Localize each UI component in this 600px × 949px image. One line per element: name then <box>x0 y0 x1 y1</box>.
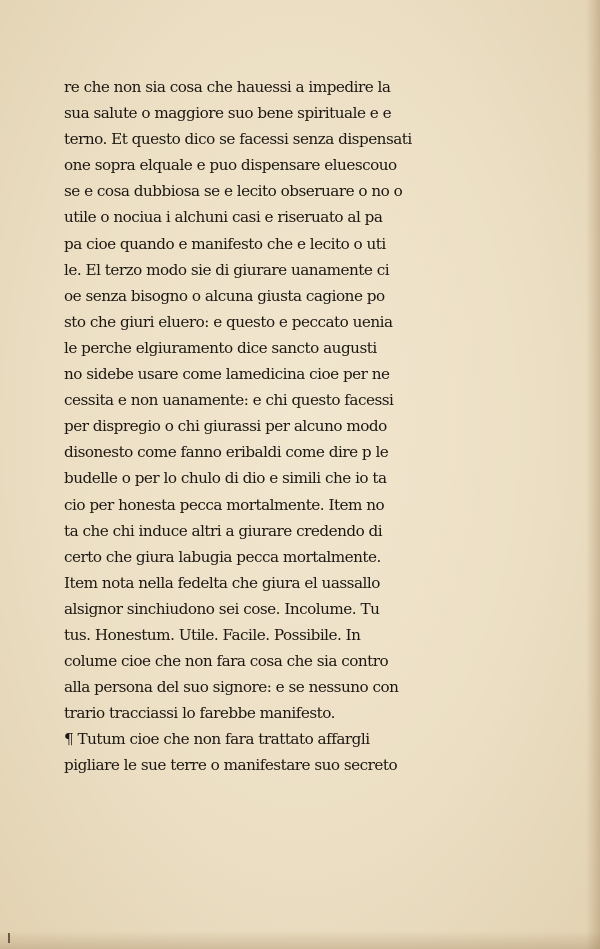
text-line: alsignor sinchiudono sei cose. Incolume. Tu <box>64 599 380 618</box>
text-line: alla persona del suo signore: e se nessuno con <box>64 678 399 697</box>
text-line: terno. Et questo dico se facessi senza dispensati <box>64 130 412 149</box>
margin-mark <box>8 933 10 943</box>
text-line: one sopra elquale e puo dispensare eluescouo <box>64 156 397 175</box>
text-line: oe senza bisogno o alcuna giusta cagione po <box>64 286 385 305</box>
text-line: pa cioe quando e manifesto che e lecito o uti <box>64 234 386 253</box>
text-block <box>64 74 494 779</box>
page-bottom-shadow <box>0 931 600 949</box>
text-line: se e cosa dubbiosa se e lecito obseruare o no o <box>64 182 403 201</box>
text-line: sto che giuri eluero: e questo e peccato uenia <box>64 312 393 331</box>
text-line: ¶ Tutum cioe che non fara trattato affargli <box>64 730 370 749</box>
page-edge-shadow <box>586 0 600 949</box>
text-line: ta che chi induce altri a giurare credendo di <box>64 521 383 540</box>
text-line: budelle o per lo chulo di dio e simili che io ta <box>64 469 387 488</box>
text-line: certo che giura labugia pecca mortalmente. <box>64 547 381 566</box>
text-line: trario tracciassi lo farebbe manifesto. <box>64 704 335 723</box>
text-line: Item nota nella fedelta che giura el uassallo <box>64 573 380 592</box>
text-line: per dispregio o chi giurassi per alcuno modo <box>64 417 387 436</box>
text-line: cio per honesta pecca mortalmente. Item no <box>64 495 385 514</box>
text-line: utile o nociua i alchuni casi e riseruato al pa <box>64 208 383 227</box>
text-line: le. El terzo modo sie di giurare uanamente ci <box>64 260 390 279</box>
text-line: re che non sia cosa che hauessi a impedire la <box>64 78 391 96</box>
text-line: cessita e non uanamente: e chi questo facessi <box>64 391 394 410</box>
text-line: no sidebe usare come lamedicina cioe per ne <box>64 365 390 384</box>
text-line: sua salute o maggiore suo bene spirituale e e <box>64 104 392 123</box>
text-line: tus. Honestum. Utile. Facile. Possibile. In <box>64 625 361 644</box>
text-line: pigliare le sue terre o manifestare suo secreto <box>64 756 398 775</box>
text-line: disonesto come fanno eribaldi come dire p le <box>64 443 389 462</box>
text-line: le perche elgiuramento dice sancto augusti <box>64 338 377 357</box>
text-line: colume cioe che non fara cosa che sia contro <box>64 652 389 671</box>
